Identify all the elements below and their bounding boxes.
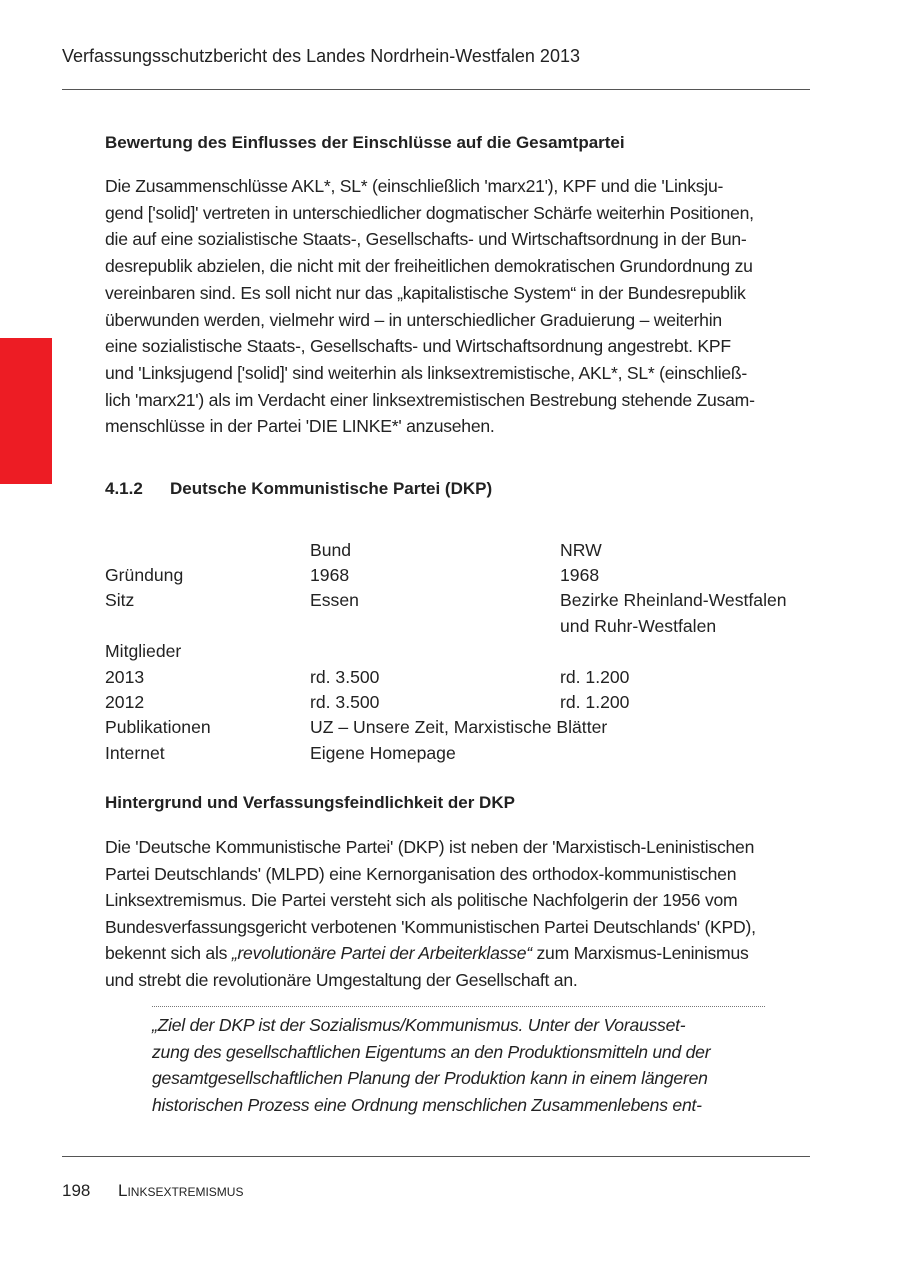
- quote-line: zung des gesellschaftlichen Eigentums an den Produktionsmitteln und der: [152, 1041, 711, 1062]
- footer-section-label: Linksextremismus: [118, 1181, 244, 1200]
- running-header: Verfassungsschutzbericht des Landes Nordrhein-Westfalen 2013: [62, 46, 580, 66]
- paragraph-line: [105, 943, 749, 964]
- paragraph-line: desrepublik abzielen, die nicht mit der freiheitlichen demokratischen Grundordnung zu: [105, 256, 753, 277]
- row-label: Gründung: [105, 565, 184, 585]
- paragraph-line: die auf eine sozialistische Staats-, Gesellschafts- und Wirtschaftsordnung in der Bun-: [105, 229, 747, 250]
- footer-rule: [62, 1156, 810, 1157]
- quote-line: „Ziel der DKP ist der Sozialismus/Kommunismus. Unter der Vorausset-: [152, 1015, 686, 1035]
- bund-value: 1968: [310, 565, 350, 585]
- paragraph-line: überwunden werden, vielmehr wird – in unterschiedlicher Graduierung – weiterhin: [105, 309, 722, 330]
- paragraph-line: Bundesverfassungsgericht verbotenen 'Kommunistischen Partei Deutschlands' (KPD),: [105, 916, 756, 937]
- paragraph-line: Die Zusammenschlüsse AKL*, SL* (einschließlich 'marx21'), KPF und die 'Linksju-: [105, 176, 724, 196]
- nrw-value: Bezirke Rheinland-Westfalen: [560, 590, 787, 611]
- row-label: 2012: [105, 692, 145, 712]
- paragraph-line: vereinbaren sind. Es soll nicht nur das „kapitalistische System“ in der Bundesrepublik: [105, 282, 746, 303]
- paragraph-line: Linksextremismus. Die Partei versteht sich als politische Nachfolgerin der 1956 vom: [105, 890, 738, 911]
- bund-value: Eigene Homepage: [310, 742, 456, 763]
- footer-section: [118, 1181, 243, 1201]
- chapter-marker: [0, 338, 52, 484]
- nrw-value: rd. 1.200: [560, 666, 630, 687]
- row-label: Sitz: [105, 590, 135, 611]
- bund-value: UZ – Unsere Zeit, Marxistische Blätter: [310, 717, 608, 738]
- paragraph-line: und 'Linksjugend ['solid]' sind weiterhin als linksextremistische, AKL*, SL* (einschließ-: [105, 362, 748, 383]
- section-title: Deutsche Kommunistische Partei (DKP): [170, 479, 493, 498]
- text: zum Marxismus-Leninismus: [531, 943, 749, 963]
- page-number: 198: [62, 1181, 91, 1200]
- row-label: 2013: [105, 666, 145, 687]
- paragraph-line: menschlüsse in der Partei 'DIE LINKE*' anzusehen.: [105, 416, 495, 437]
- section-heading: Hintergrund und Verfassungsfeindlichkeit der DKP: [105, 793, 515, 812]
- paragraph-line: Die 'Deutsche Kommunistische Partei' (DKP) ist neben der 'Marxistisch-Leninistischen: [105, 837, 755, 857]
- header-rule: [62, 89, 810, 90]
- paragraph-line: gend ['solid]' vertreten in unterschiedlicher dogmatischer Schärfe weiterhin Positionen,: [105, 202, 754, 223]
- paragraph-line: Partei Deutschlands' (MLPD) eine Kernorganisation des orthodox-kommunistischen: [105, 863, 737, 884]
- row-label: Internet: [105, 742, 165, 763]
- paragraph-line: und strebt die revolutionäre Umgestaltung der Gesellschaft an.: [105, 970, 578, 990]
- column-header-nrw: NRW: [560, 540, 602, 560]
- nrw-value: 1968: [560, 565, 600, 585]
- text: bekennt sich als: [105, 943, 232, 963]
- section-number: 4.1.2: [105, 479, 143, 498]
- quoted-phrase: „revolutionäre Partei der Arbeiterklasse“: [231, 943, 532, 963]
- bund-value: rd. 3.500: [310, 692, 380, 712]
- row-label: Publikationen: [105, 717, 211, 738]
- nrw-value: und Ruhr-Westfalen: [560, 615, 717, 636]
- paragraph-line: eine sozialistische Staats-, Gesellschafts- und Wirtschaftsordnung angestrebt. KPF: [105, 336, 731, 357]
- quote-line: historischen Prozess eine Ordnung menschlichen Zusammenlebens ent-: [152, 1094, 702, 1115]
- section-heading: Bewertung des Einflusses der Einschlüsse auf die Gesamtpartei: [105, 133, 625, 152]
- row-label: Mitglieder: [105, 641, 182, 662]
- bund-value: Essen: [310, 590, 359, 611]
- quote-line: gesamtgesellschaftlichen Planung der Produktion kann in einem längeren: [152, 1068, 708, 1089]
- quote-divider: [152, 1006, 765, 1007]
- column-header-bund: Bund: [310, 540, 352, 560]
- nrw-value: rd. 1.200: [560, 692, 630, 712]
- bund-value: rd. 3.500: [310, 666, 380, 687]
- paragraph-line: lich 'marx21') als im Verdacht einer linksextremistischen Bestrebung stehende Zusam-: [105, 389, 755, 410]
